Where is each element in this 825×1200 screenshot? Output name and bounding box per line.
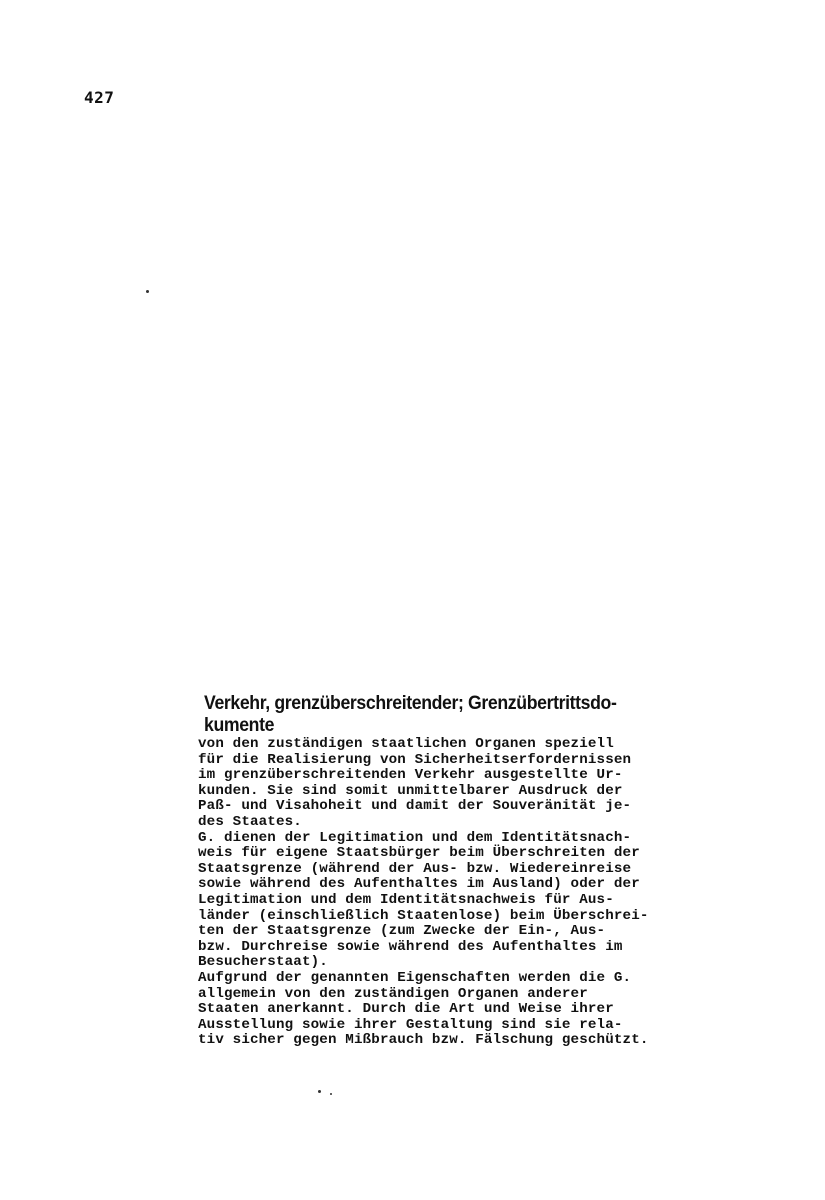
body-line: Staaten anerkannt. Durch die Art und Weise ihrer	[198, 1001, 614, 1018]
page-number: 427	[84, 88, 115, 107]
body-line: Legitimation und dem Identitätsnachweis für Aus-	[198, 891, 614, 908]
body-line: im grenzüberschreitenden Verkehr ausgestellte Ur-	[198, 767, 623, 784]
lexicon-entry	[198, 693, 738, 1049]
body-line: Staatsgrenze (während der Aus- bzw. Wiedereinreise	[198, 860, 632, 877]
entry-title-line: kumente	[204, 715, 275, 736]
scan-speck	[318, 1090, 321, 1093]
body-line: des Staates.	[198, 813, 302, 830]
body-line: allgemein von den zuständigen Organen anderer	[198, 985, 588, 1002]
body-line: G. dienen der Legitimation und dem Identitätsnach-	[198, 829, 632, 846]
body-line: sowie während des Aufenthaltes im Ausland) oder der	[198, 876, 640, 893]
scan-speck	[330, 1093, 332, 1095]
entry-title	[204, 693, 701, 737]
body-line: länder (einschließlich Staatenlose) beim Überschrei-	[198, 907, 649, 924]
body-line: ten der Staatsgrenze (zum Zwecke der Ein-, Aus-	[198, 923, 606, 940]
body-line: kunden. Sie sind somit unmittelbarer Ausdruck der	[198, 782, 623, 799]
body-line: tiv sicher gegen Mißbrauch bzw. Fälschung geschützt.	[198, 1032, 649, 1049]
body-line: Ausstellung sowie ihrer Gestaltung sind sie rela-	[198, 1016, 623, 1033]
body-line: weis für eigene Staatsbürger beim Überschreiten der	[198, 845, 640, 862]
body-line: bzw. Durchreise sowie während des Aufenthaltes im	[198, 938, 623, 955]
body-line: Besucherstaat).	[198, 954, 328, 971]
entry-body	[198, 737, 738, 1049]
body-line: von den zuständigen staatlichen Organen speziell	[198, 736, 614, 752]
scan-speck	[146, 290, 149, 293]
entry-title-line: Verkehr, grenzüberschreitender; Grenzübertrittsdo-	[204, 693, 617, 714]
body-line: für die Realisierung von Sicherheitserfordernissen	[198, 751, 632, 768]
body-line: Paß- und Visahoheit und damit der Souveränität je-	[198, 798, 632, 815]
body-line: Aufgrund der genannten Eigenschaften werden die G.	[198, 969, 632, 986]
